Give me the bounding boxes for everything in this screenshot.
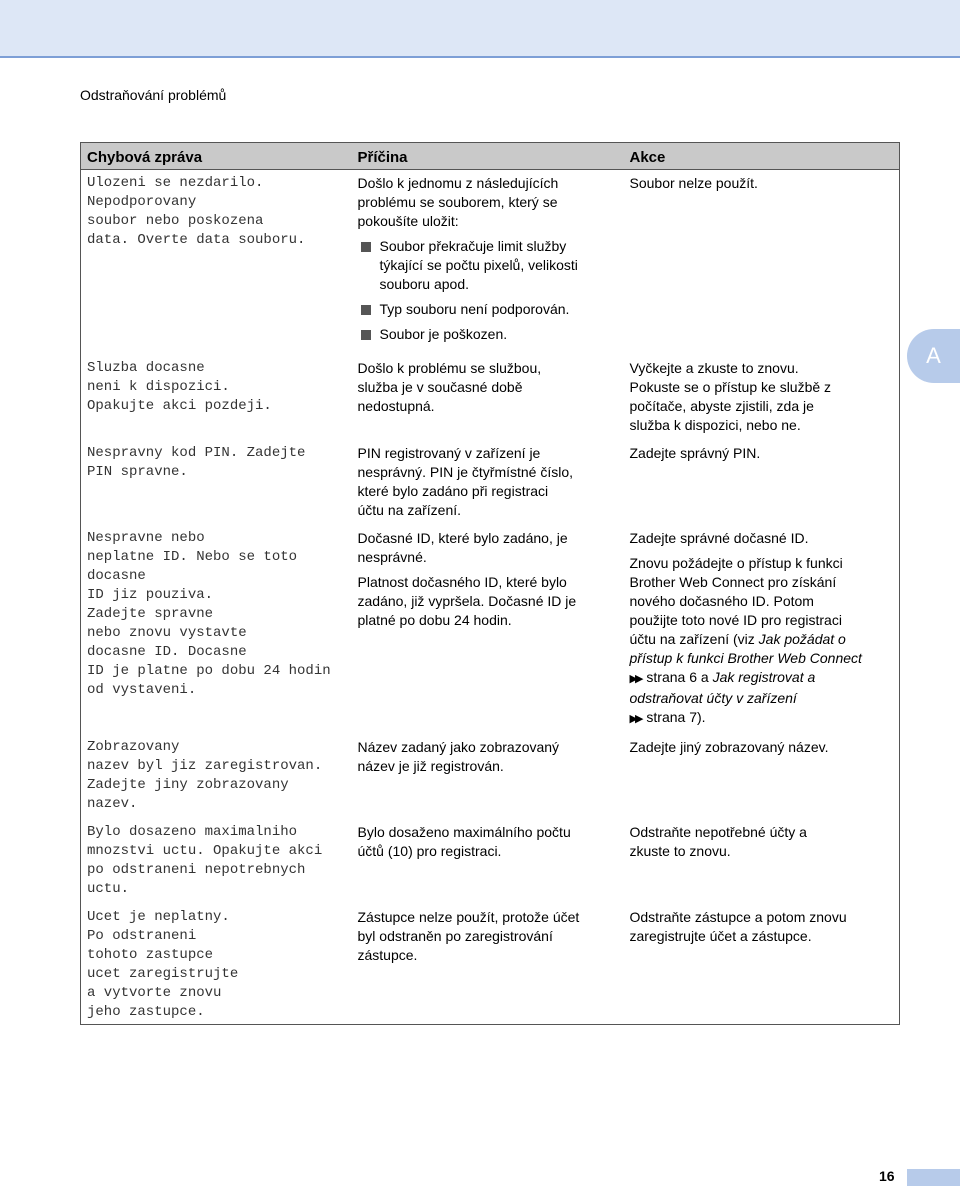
table-row <box>81 819 900 904</box>
error-message: Zobrazovany nazev byl jiz zaregistrovan. Zadejte jiny zobrazovany nazev. <box>81 734 352 819</box>
cause-list <box>358 237 618 344</box>
table-header-row <box>81 143 900 170</box>
cause-temporary-id-invalid: Dočasné ID, které bylo zadáno, je nesprávné. <box>357 530 568 565</box>
table-row <box>81 525 900 734</box>
column-header-message: Chybová zpráva <box>81 143 352 170</box>
table-row <box>81 734 900 819</box>
cause-temporary-id-expired: Platnost dočasného ID, které bylo zadáno, již vypršela. Dočasné ID je platné po dobu 24 hodin. <box>357 574 577 628</box>
table-row <box>81 440 900 525</box>
bullet-icon <box>361 242 371 252</box>
error-message: Ucet je neplatny. Po odstraneni tohoto zastupce ucet zaregistrujte a vytvorte znovu jeho zastupce. <box>81 904 352 1025</box>
table-row <box>81 904 900 1025</box>
page-number-bar <box>907 1169 960 1186</box>
error-action: Odstraňte zástupce a potom znovu zaregistrujte účet a zástupce. <box>624 904 900 1025</box>
page-header-bar <box>0 0 960 58</box>
chapter-title: Odstraňování problémů <box>80 87 227 103</box>
list-item: Soubor je poškozen. <box>358 325 618 344</box>
error-action: Vyčkejte a zkuste to znovu. Pokuste se o přístup ke službě z počítače, abyste zjistili, zda je služba k dispozici, nebo ne. <box>624 355 900 440</box>
error-cause: Název zadaný jako zobrazovaný název je již registrován. <box>357 739 560 774</box>
error-cause: PIN registrovaný v zařízení je nesprávný. PIN je čtyřmístné číslo, které bylo zadáno při registraci účtu na zařízení. <box>357 445 574 518</box>
error-action: Zadejte jiný zobrazovaný název. <box>624 734 900 819</box>
cross-reference-link[interactable]: Jak registrovat a odstraňovat účty v zařízení <box>629 669 816 706</box>
cause-intro: Došlo k jednomu z následujících problému se souborem, který se pokoušíte uložit: <box>357 175 559 229</box>
table-row <box>81 355 900 440</box>
error-action <box>624 525 900 734</box>
action-enter-correct-id: Zadejte správné dočasné ID. <box>629 530 809 546</box>
page-reference-arrow-icon: ▶▶ <box>629 713 641 725</box>
error-cause <box>352 525 624 734</box>
error-message: Bylo dosazeno maximalniho mnozstvi uctu. Opakujte akci po odstraneni nepotrebnych uctu. <box>81 819 352 904</box>
error-message: Sluzba docasne neni k dispozici. Opakujte akci pozdeji. <box>81 355 352 440</box>
error-message: Nespravne nebo neplatne ID. Nebo se toto docasne ID jiz pouziva. Zadejte spravne nebo znovu vystavte docasne ID. Docasne ID je platne po dobu 24 hodin od vystaveni. <box>81 525 352 734</box>
error-action: Zadejte správný PIN. <box>624 440 900 525</box>
page-number: 16 <box>879 1168 895 1184</box>
error-action: Soubor nelze použít. <box>624 170 900 356</box>
error-message-table <box>80 142 900 1025</box>
error-action: Odstraňte nepotřebné účty a zkuste to znovu. <box>624 819 900 904</box>
error-cause: Došlo k problému se službou, služba je v současné době nedostupná. <box>357 360 542 414</box>
error-cause <box>352 170 624 356</box>
error-cause: Zástupce nelze použít, protože účet byl odstraněn po zaregistrování zástupce. <box>352 904 624 1025</box>
column-header-cause: Příčina <box>352 143 624 170</box>
bullet-icon <box>361 305 371 315</box>
cross-reference-link[interactable]: Jak požádat o přístup k funkci Brother Web Connect <box>629 631 862 666</box>
appendix-tab: A <box>907 329 960 383</box>
list-item: Typ souboru není podporován. <box>358 300 618 319</box>
error-cause: Bylo dosaženo maximálního počtu účtů (10) pro registraci. <box>357 824 571 859</box>
table-row <box>81 170 900 356</box>
error-message: Ulozeni se nezdarilo. Nepodporovany soubor nebo poskozena data. Overte data souboru. <box>81 170 352 356</box>
error-message: Nespravny kod PIN. Zadejte PIN spravne. <box>81 440 352 525</box>
list-item: Soubor překračuje limit služby týkající se počtu pixelů, velikosti souboru apod. <box>358 237 618 294</box>
column-header-action: Akce <box>624 143 900 170</box>
page-reference-arrow-icon: ▶▶ <box>629 673 641 685</box>
action-request-new-id: Znovu požádejte o přístup k funkci Brother Web Connect pro získání nového dočasného ID. Potom použijte toto nové ID pro registraci účtu na zařízení (viz Jak požádat o přístup k funkci Brother Web Connect ▶▶ strana 6 a Jak registrovat a odstraňovat účty v zařízení ▶▶ strana 7). <box>629 555 862 725</box>
bullet-icon <box>361 330 371 340</box>
